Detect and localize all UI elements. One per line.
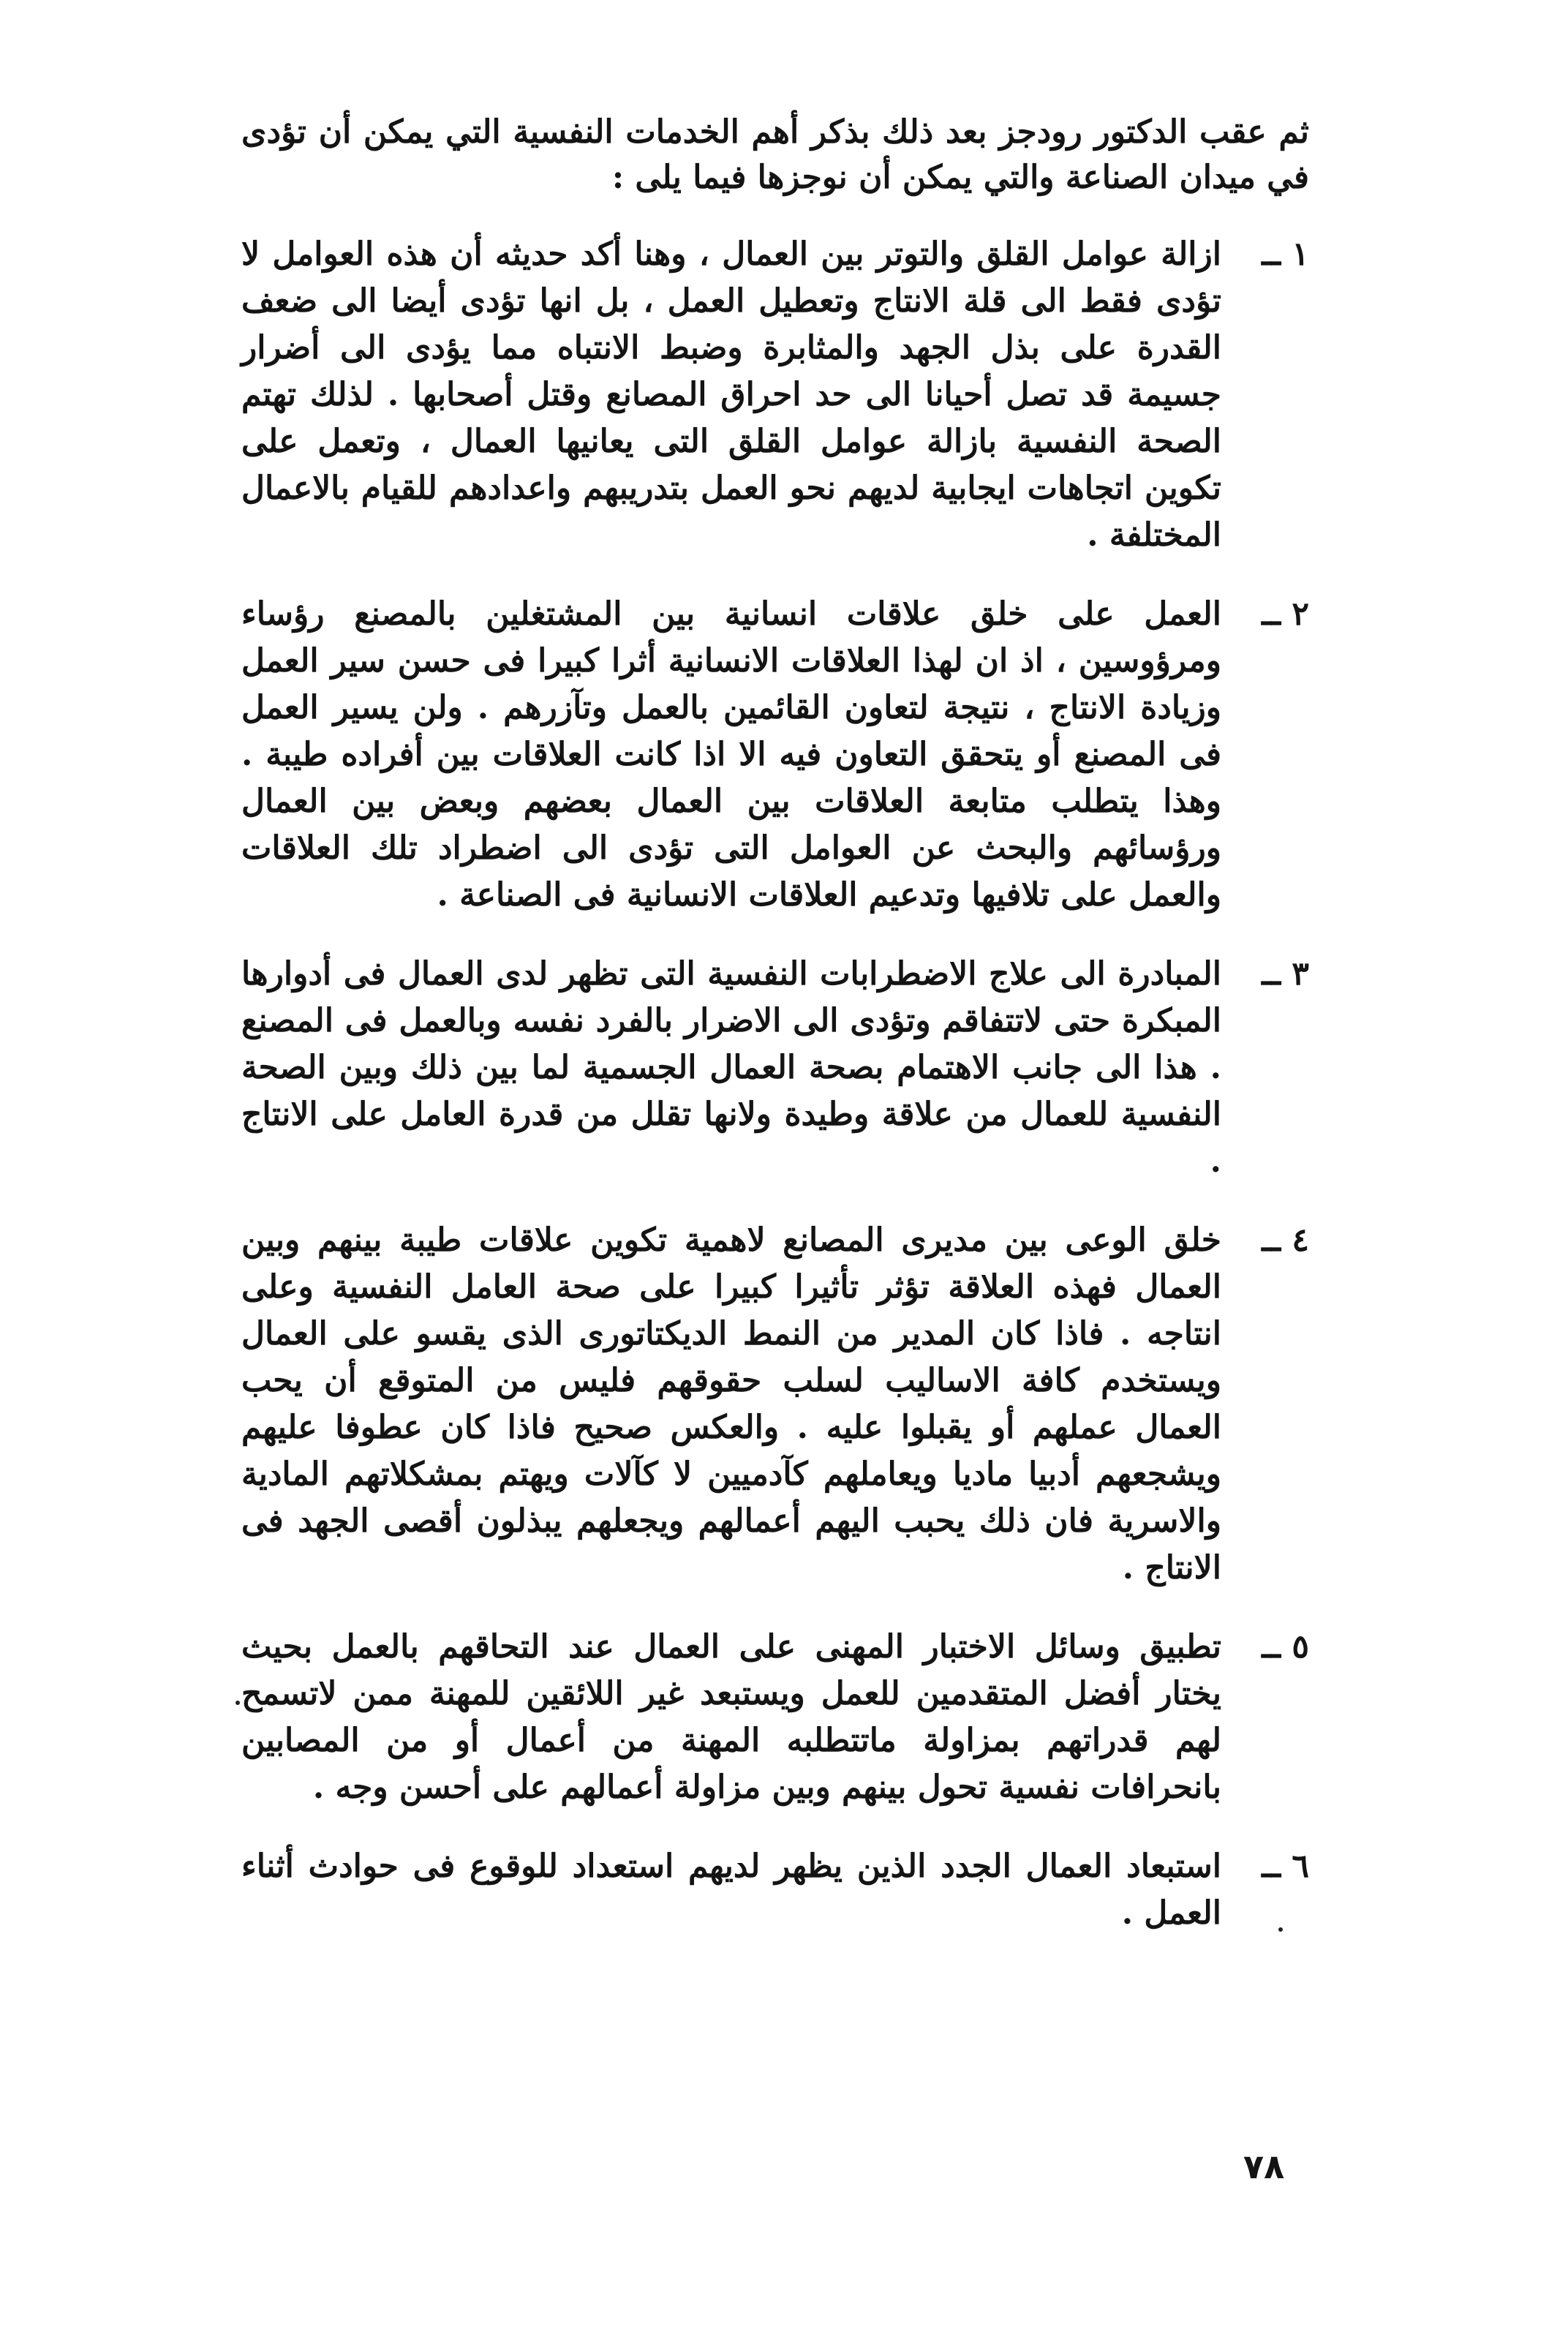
list-item-6 — [241, 1843, 1309, 1937]
list-item-number: ٣ ــ — [1262, 955, 1309, 993]
list-item-1 — [241, 231, 1309, 559]
document-page — [241, 110, 1309, 2231]
page-number: ٧٨ — [1243, 2147, 1285, 2186]
list-item-text: خلق الوعى بين مديرى المصانع لاهمية تكوين علاقات طيبة بينهم وبين العمال فهذه العلاقة تؤثر تأثيرا كبيرا على صحة العامل النفسية وعلى انتاجه . فاذا كان المدير من النمط الديكتاتورى الذى يقسو على العمال ويستخدم كافة الاساليب لسلب حقوقهم فليس من المتوقع أن يحب العمال عملهم أو يقبلوا عليه . والعكس صحيح فاذا كان عطوفا عليهم ويشجعهم أدبيا ماديا ويعاملهم كآدميين لا كآلات ويهتم بمشكلاتهم المادية والاسرية فان ذلك يحبب اليهم أعمالهم ويجعلهم يبذلون أقصى الجهد فى الانتاج . — [241, 1222, 1221, 1586]
list-item-text: المبادرة الى علاج الاضطرابات النفسية التى تظهر لدى العمال فى أدوارها المبكرة حتى لاتتفاقم وتؤدى الى الاضرار بالفرد نفسه وبالعمل فى المصنع . هذا الى جانب الاهتمام بصحة العمال الجسمية لما بين ذلك وبين الصحة النفسية للعمال من علاقة وطيدة ولانها تقلل من قدرة العامل على الانتاج . — [241, 955, 1221, 1180]
list-item-number: ٤ ــ — [1262, 1222, 1309, 1259]
list-item-5 — [241, 1624, 1309, 1811]
list-item-text: العمل على خلق علاقات انسانية بين المشتغلين بالمصنع رؤساء ومرؤوسين ، اذ ان لهذا العلاقات الانسانية أثرا كبيرا فى حسن سير العمل وزيادة الانتاج ، نتيجة لتعاون القائمين بالعمل وتآزرهم . ولن يسير العمل فى المصنع أو يتحقق التعاون فيه الا اذا كانت العلاقات بين أفراده طيبة . وهذا يتطلب متابعة العلاقات بين العمال بعضهم وبعض بين العمال ورؤسائهم والبحث عن العوامل التى تؤدى الى اضطراد تلك العلاقات والعمل على تلافيها وتدعيم العلاقات الانسانية فى الصناعة . — [241, 595, 1221, 914]
list-item-number: ٥ ــ — [1262, 1628, 1309, 1665]
list-item-3 — [241, 951, 1309, 1185]
list-item-text: تطبيق وسائل الاختبار المهنى على العمال عند التحاقهم بالعمل بحيث يختار أفضل المتقدمين للعمل ويستبعد غير اللائقين للمهنة ممن لاتسمح لهم قدراتهم بمزاولة ماتتطلبه المهنة من أعمال أو من المصابين بانحرافات نفسية تحول بينهم وبين مزاولة أعمالهم على أحسن وجه . — [241, 1628, 1221, 1806]
scan-speck — [235, 1701, 240, 1705]
list-item-number: ٢ ــ — [1262, 595, 1309, 633]
list-item-text: استبعاد العمال الجدد الذين يظهر لديهم استعداد للوقوع فى حوادث أثناء العمل . — [241, 1848, 1221, 1932]
list-item-2 — [241, 591, 1309, 919]
list-item-text: ازالة عوامل القلق والتوتر بين العمال ، وهنا أكد حديثه أن هذه العوامل لا تؤدى فقط الى قلة الانتاج وتعطيل العمل ، بل انها تؤدى أيضا الى ضعف القدرة على بذل الجهد والمثابرة وضبط الانتباه مما يؤدى الى أضرار جسيمة قد تصل أحيانا الى حد احراق المصانع وقتل أصحابها . لذلك تهتم الصحة النفسية بازالة عوامل القلق التى يعانيها العمال ، وتعمل على تكوين اتجاهات ايجابية لديهم نحو العمل بتدريبهم واعدادهم للقيام بالاعمال المختلفة . — [241, 236, 1221, 554]
list-item-4 — [241, 1217, 1309, 1592]
list-item-number: ٦ ــ — [1262, 1848, 1309, 1885]
list-item-number: ١ ــ — [1262, 236, 1309, 273]
scan-speck — [1278, 1927, 1283, 1932]
intro-paragraph: ثم عقب الدكتور رودجز بعد ذلك بذكر أهم الخدمات النفسية التي يمكن أن تؤدى في ميدان الصناعة والتي يمكن أن نوجزها فيما يلى : — [241, 113, 1309, 196]
